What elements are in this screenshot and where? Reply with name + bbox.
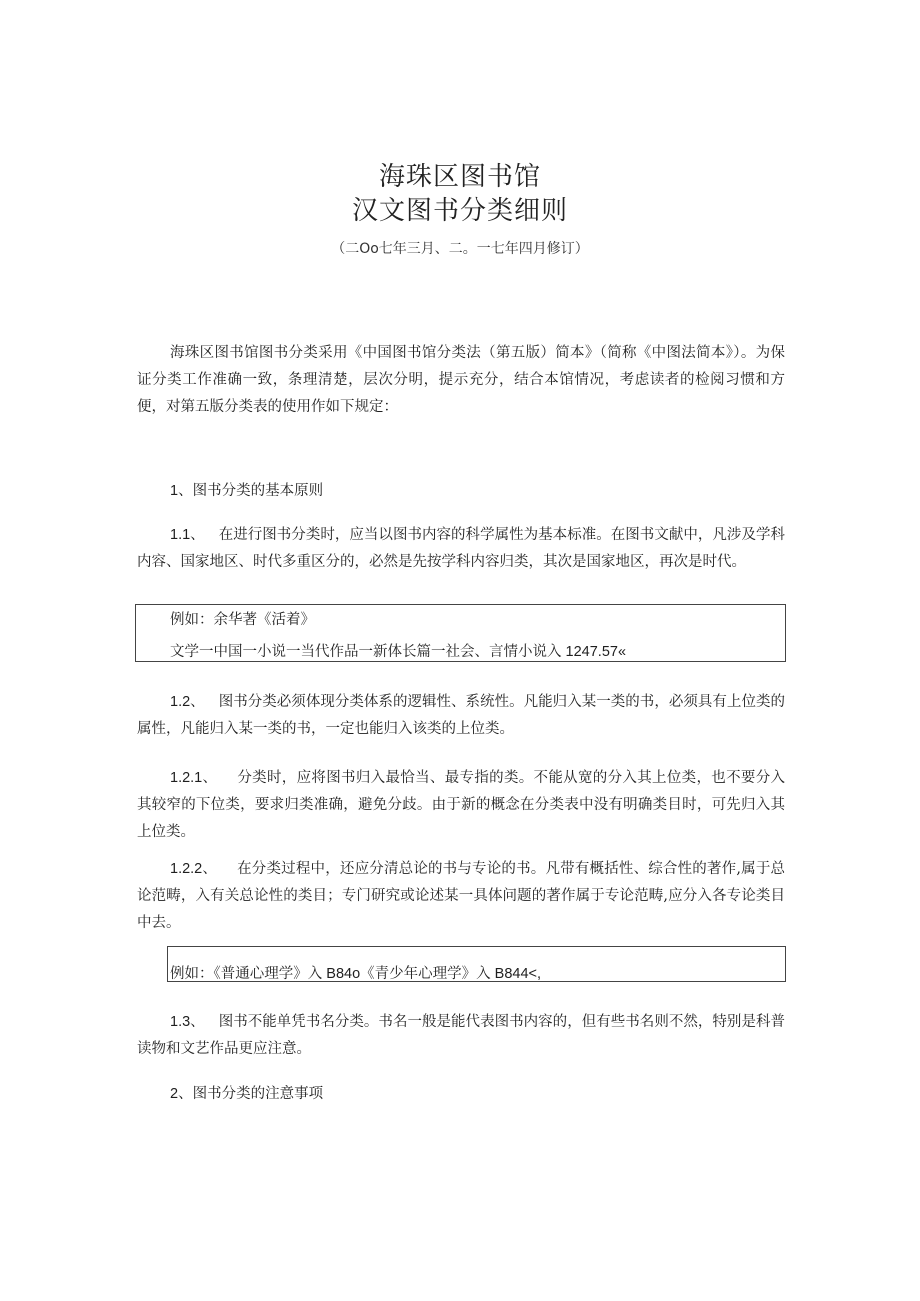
clause-1-3 bbox=[137, 1009, 785, 1063]
example-2-line bbox=[170, 962, 541, 983]
clause-1-2-2-text: 在分类过程中，还应分清总论的书与专论的书。凡带有概括性、综合性的著作,属于总论范畴，入有关总论性的类目；专门研究或论述某一具体问题的著作属于专论范畴,应分入各专论类目中去。 bbox=[137, 861, 786, 931]
section-2-heading bbox=[170, 1081, 323, 1108]
clause-1-3-number: 1.3、 bbox=[170, 1014, 205, 1030]
section-2-title: 图书分类的注意事项 bbox=[192, 1086, 324, 1102]
section-1-number: 1、 bbox=[170, 483, 193, 499]
section-1-heading bbox=[170, 478, 323, 505]
example-2-code-1: B84o bbox=[322, 966, 361, 982]
clause-1-1 bbox=[137, 522, 785, 576]
clause-1-2-2 bbox=[137, 856, 785, 937]
section-1-title: 图书分类的基本原则 bbox=[192, 483, 324, 499]
section-2-number: 2、 bbox=[170, 1086, 193, 1102]
clause-1-2-2-number: 1.2.2、 bbox=[170, 861, 218, 877]
example-box-2 bbox=[167, 946, 786, 982]
document-title-rules: 汉文图书分类细则 bbox=[351, 196, 568, 226]
clause-1-2-1-text: 分类时，应将图书归入最恰当、最专指的类。不能从宽的分入其上位类，也不要分入其较窄的下位类，要求归类准确，避免分歧。由于新的概念在分类表中没有明确类目时，可先归入其上位类。 bbox=[137, 770, 786, 840]
example-1-classification-path: 文学一中国一小说一当代作品一新体长篇一社会、言情小说入 bbox=[170, 644, 562, 660]
clause-1-2-text: 图书分类必须体现分类体系的逻辑性、系统性。凡能归入某一类的书，必须具有上位类的属性，凡能归入某一类的书，一定也能归入该类的上位类。 bbox=[137, 694, 785, 737]
clause-1-2-1-number: 1.2.1、 bbox=[170, 770, 218, 786]
clause-1-2-1 bbox=[137, 765, 785, 846]
example-box-1 bbox=[135, 604, 786, 662]
example-1-class-code: 1247.57« bbox=[561, 644, 627, 660]
intro-paragraph: 海珠区图书馆图书分类采用《中国图书馆分类法（第五版）简本》（简称《中图法简本》）。为保证分类工作准确一致，条理清楚，层次分明，提示充分，结合本馆情况，考虑读者的检阅习惯和方便，对第五版分类表的使用作如下规定： bbox=[137, 345, 785, 415]
clause-1-3-text: 图书不能单凭书名分类。书名一般是能代表图书内容的，但有些书名则不然，特别是科普读物和文艺作品更应注意。 bbox=[137, 1014, 785, 1057]
example-2-prefix: 例如：《普通心理学》入 bbox=[170, 966, 323, 982]
revision-note: （二Oo七年三月、二。一七年四月修订） bbox=[331, 241, 589, 257]
document-title-library: 海珠区图书馆 bbox=[378, 162, 541, 192]
example-1-line-2 bbox=[170, 640, 626, 661]
clause-1-2 bbox=[137, 689, 785, 743]
clause-1-1-number: 1.1、 bbox=[170, 527, 205, 543]
example-1-line-1: 例如：余华著《活着》 bbox=[170, 612, 315, 628]
example-2-middle: 《青少年心理学》入 bbox=[360, 966, 491, 982]
clause-1-2-number: 1.2、 bbox=[170, 694, 205, 710]
example-2-code-2: B844<, bbox=[490, 966, 542, 982]
clause-1-1-text: 在进行图书分类时，应当以图书内容的科学属性为基本标准。在图书文献中，凡涉及学科内容、国家地区、时代多重区分的，必然是先按学科内容归类，其次是国家地区，再次是时代。 bbox=[137, 527, 785, 570]
